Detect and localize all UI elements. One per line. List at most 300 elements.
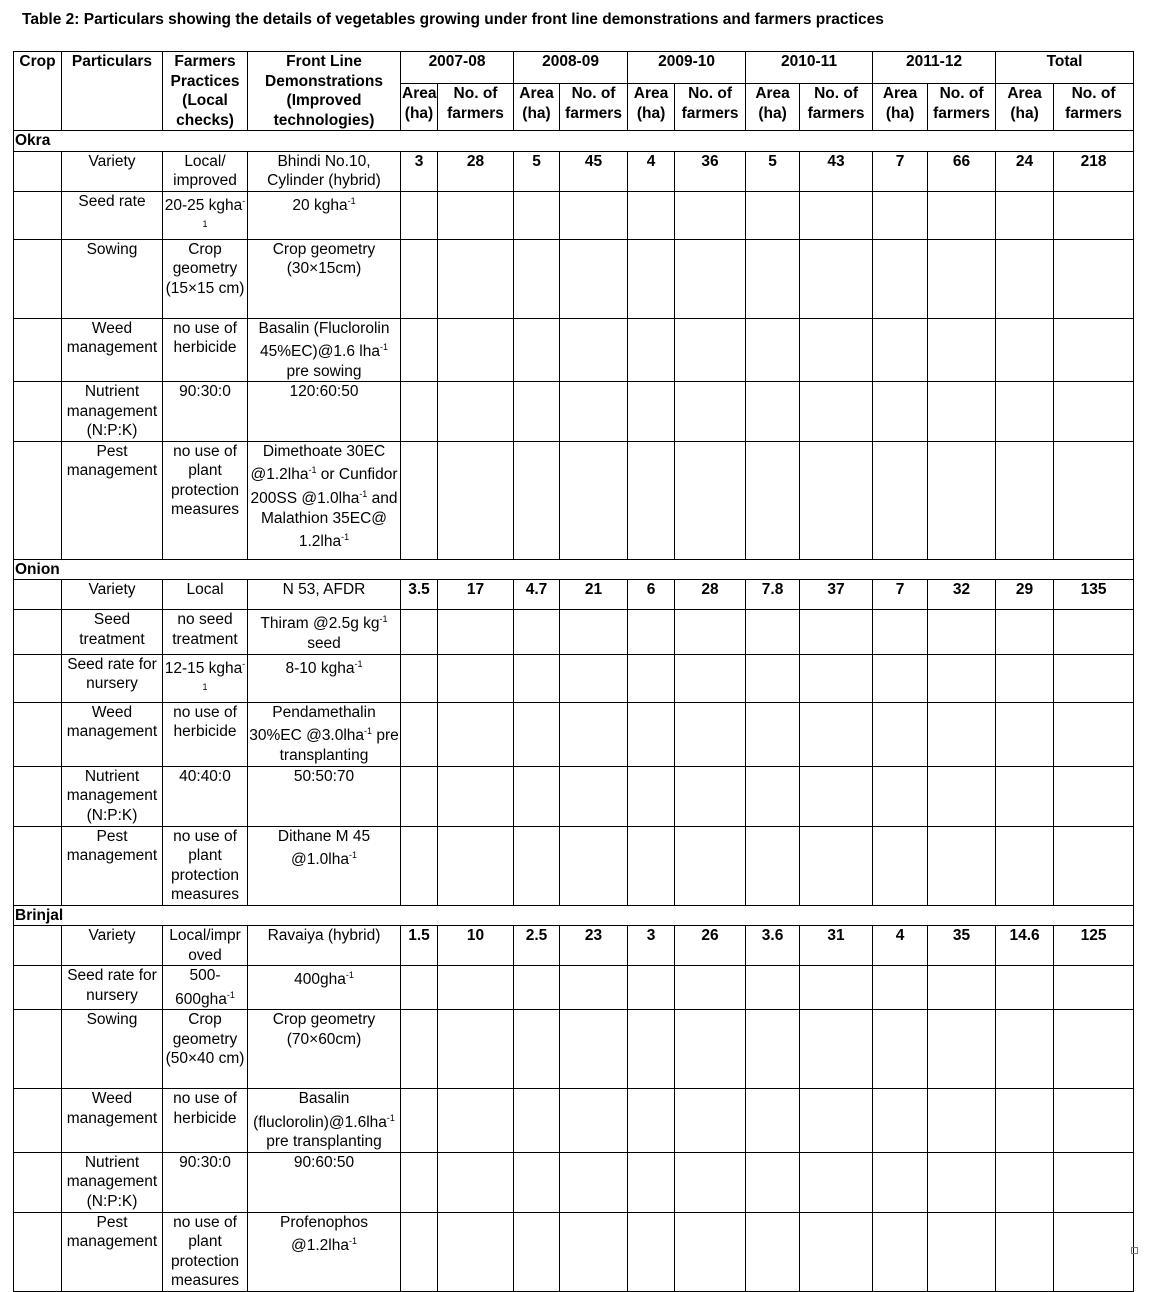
table-row xyxy=(14,191,1134,239)
farmers-practice-cell: 20-25 kgha$^{-1}$ xyxy=(163,191,248,239)
farmers-count-cell xyxy=(928,239,996,318)
area-value-cell xyxy=(996,702,1054,766)
farmers-count-cell xyxy=(675,610,746,654)
area-value-cell xyxy=(401,826,438,905)
area-value-cell xyxy=(746,1212,800,1291)
area-value-cell xyxy=(401,966,438,1010)
farmers-count-cell: 125 xyxy=(1054,926,1134,966)
subheader-area: Area (ha) xyxy=(401,84,438,131)
area-value-cell xyxy=(996,966,1054,1010)
farmers-count-cell xyxy=(438,1089,514,1153)
area-value-cell xyxy=(628,654,675,702)
header-year: 2007-08 xyxy=(401,52,514,84)
farmers-count-cell xyxy=(800,702,873,766)
crop-cell xyxy=(14,580,62,610)
area-value-cell xyxy=(628,702,675,766)
area-value-cell xyxy=(873,239,928,318)
farmers-count-cell xyxy=(1054,654,1134,702)
farmers-count-cell xyxy=(560,239,628,318)
area-value-cell xyxy=(401,1089,438,1153)
area-value-cell xyxy=(873,191,928,239)
subheader-farmers: No. of farmers xyxy=(1054,84,1134,131)
farmers-count-cell xyxy=(1054,702,1134,766)
farmers-count-cell xyxy=(560,610,628,654)
farmers-count-cell xyxy=(675,826,746,905)
area-value-cell xyxy=(514,1089,560,1153)
farmers-count-cell xyxy=(1054,318,1134,382)
area-value-cell xyxy=(401,766,438,826)
farmers-count-cell xyxy=(1054,966,1134,1010)
area-value-cell xyxy=(628,1212,675,1291)
fld-technology-cell: Dithane M 45 @1.0lha$^{-1}$ xyxy=(248,826,401,905)
farmers-count-cell xyxy=(560,826,628,905)
farmers-count-cell xyxy=(675,766,746,826)
table-row xyxy=(14,1089,1134,1153)
area-value-cell: 4.7 xyxy=(514,580,560,610)
farmers-count-cell xyxy=(928,654,996,702)
farmers-count-cell xyxy=(928,1010,996,1089)
area-value-cell: 1.5 xyxy=(401,926,438,966)
area-value-cell xyxy=(514,654,560,702)
area-value-cell xyxy=(873,1152,928,1212)
farmers-count-cell xyxy=(1054,382,1134,442)
farmers-count-cell xyxy=(928,966,996,1010)
particular-cell: Weed management xyxy=(62,702,163,766)
farmers-count-cell: 66 xyxy=(928,151,996,191)
farmers-count-cell xyxy=(800,191,873,239)
farmers-count-cell: 17 xyxy=(438,580,514,610)
farmers-count-cell: 21 xyxy=(560,580,628,610)
farmers-count-cell xyxy=(800,1089,873,1153)
farmers-count-cell xyxy=(675,382,746,442)
area-value-cell xyxy=(401,382,438,442)
area-value-cell xyxy=(996,610,1054,654)
fld-technology-cell: Ravaiya (hybrid) xyxy=(248,926,401,966)
area-value-cell: 2.5 xyxy=(514,926,560,966)
area-value-cell xyxy=(628,966,675,1010)
subheader-farmers: No. of farmers xyxy=(560,84,628,131)
area-value-cell xyxy=(996,441,1054,559)
area-value-cell xyxy=(401,239,438,318)
farmers-count-cell xyxy=(675,1152,746,1212)
table-row xyxy=(14,926,1134,966)
fld-technology-cell: 400gha$^{-1}$ xyxy=(248,966,401,1010)
table-row xyxy=(14,580,1134,610)
area-value-cell xyxy=(514,766,560,826)
farmers-count-cell xyxy=(675,318,746,382)
table-row xyxy=(14,151,1134,191)
particular-cell: Seed treatment xyxy=(62,610,163,654)
farmers-count-cell xyxy=(800,239,873,318)
header-crop: Crop xyxy=(14,52,62,131)
farmers-count-cell xyxy=(800,382,873,442)
area-value-cell xyxy=(514,191,560,239)
farmers-count-cell xyxy=(1054,766,1134,826)
area-value-cell xyxy=(514,318,560,382)
farmers-count-cell xyxy=(800,1010,873,1089)
subheader-farmers: No. of farmers xyxy=(800,84,873,131)
area-value-cell xyxy=(996,318,1054,382)
farmers-count-cell xyxy=(675,702,746,766)
farmers-count-cell: 135 xyxy=(1054,580,1134,610)
farmers-count-cell xyxy=(675,654,746,702)
table-row xyxy=(14,318,1134,382)
farmers-count-cell xyxy=(928,702,996,766)
table-row xyxy=(14,1212,1134,1291)
farmers-practice-cell: 40:40:0 xyxy=(163,766,248,826)
area-value-cell xyxy=(746,702,800,766)
farmers-count-cell xyxy=(800,654,873,702)
area-value-cell xyxy=(996,239,1054,318)
area-value-cell xyxy=(873,766,928,826)
area-value-cell xyxy=(996,654,1054,702)
farmers-count-cell xyxy=(438,239,514,318)
area-value-cell: 5 xyxy=(514,151,560,191)
area-value-cell xyxy=(873,441,928,559)
fld-technology-cell: Bhindi No.10, Cylinder (hybrid) xyxy=(248,151,401,191)
crop-cell xyxy=(14,151,62,191)
crop-cell xyxy=(14,610,62,654)
farmers-count-cell xyxy=(438,1212,514,1291)
farmers-count-cell xyxy=(1054,1152,1134,1212)
fld-technology-cell: Crop geometry (30×15cm) xyxy=(248,239,401,318)
crop-cell xyxy=(14,766,62,826)
farmers-practice-cell: 12-15 kgha$^{-1}$ xyxy=(163,654,248,702)
particular-cell: Nutrient management (N:P:K) xyxy=(62,1152,163,1212)
fld-technology-cell: Thiram @2.5g $kg^{-1}$ seed xyxy=(248,610,401,654)
area-value-cell xyxy=(746,1152,800,1212)
farmers-count-cell: 32 xyxy=(928,580,996,610)
farmers-count-cell xyxy=(438,1010,514,1089)
farmers-count-cell xyxy=(438,654,514,702)
crop-cell xyxy=(14,654,62,702)
table-row xyxy=(14,239,1134,318)
particular-cell: Weed management xyxy=(62,1089,163,1153)
farmers-count-cell xyxy=(800,826,873,905)
area-value-cell xyxy=(514,610,560,654)
particular-cell: Sowing xyxy=(62,239,163,318)
area-value-cell xyxy=(746,966,800,1010)
farmers-count-cell xyxy=(438,826,514,905)
table-row xyxy=(14,441,1134,559)
subheader-area: Area (ha) xyxy=(873,84,928,131)
area-value-cell xyxy=(996,1152,1054,1212)
farmers-practice-cell: 500-600gha$^{-1}$ xyxy=(163,966,248,1010)
header-total: Total xyxy=(996,52,1134,84)
area-value-cell xyxy=(996,191,1054,239)
particular-cell: Variety xyxy=(62,151,163,191)
farmers-count-cell xyxy=(438,610,514,654)
farmers-practice-cell: no use of plant protection measures xyxy=(163,441,248,559)
farmers-count-cell: 23 xyxy=(560,926,628,966)
area-value-cell xyxy=(514,966,560,1010)
area-value-cell xyxy=(514,1010,560,1089)
fld-technology-cell: 20 kgha$^{-1}$ xyxy=(248,191,401,239)
fld-technology-cell: Profenophos @1.2lha$^{-1}$ xyxy=(248,1212,401,1291)
area-value-cell xyxy=(746,441,800,559)
farmers-count-cell xyxy=(928,610,996,654)
farmers-count-cell xyxy=(1054,191,1134,239)
area-value-cell xyxy=(873,610,928,654)
area-value-cell xyxy=(873,702,928,766)
farmers-count-cell xyxy=(675,966,746,1010)
farmers-count-cell xyxy=(675,1010,746,1089)
farmers-practice-cell: no use of herbicide xyxy=(163,702,248,766)
table-row xyxy=(14,1152,1134,1212)
area-value-cell xyxy=(628,826,675,905)
farmers-count-cell: 45 xyxy=(560,151,628,191)
farmers-count-cell xyxy=(928,191,996,239)
farmers-practice-cell: Local/impr oved xyxy=(163,926,248,966)
subheader-farmers: No. of farmers xyxy=(675,84,746,131)
area-value-cell xyxy=(873,1212,928,1291)
header-year: 2011-12 xyxy=(873,52,996,84)
farmers-count-cell xyxy=(438,191,514,239)
area-value-cell xyxy=(996,1089,1054,1153)
farmers-count-cell: 37 xyxy=(800,580,873,610)
subheader-farmers: No. of farmers xyxy=(438,84,514,131)
farmers-practice-cell: no use of plant protection measures xyxy=(163,1212,248,1291)
crop-cell xyxy=(14,826,62,905)
farmers-count-cell xyxy=(560,766,628,826)
farmers-practice-cell: no use of herbicide xyxy=(163,318,248,382)
area-value-cell: 3 xyxy=(628,926,675,966)
header-year: 2010-11 xyxy=(746,52,873,84)
area-value-cell xyxy=(746,191,800,239)
crop-cell xyxy=(14,926,62,966)
subheader-area: Area (ha) xyxy=(746,84,800,131)
particular-cell: Sowing xyxy=(62,1010,163,1089)
farmers-practice-cell: no use of herbicide xyxy=(163,1089,248,1153)
area-value-cell xyxy=(514,441,560,559)
area-value-cell xyxy=(873,382,928,442)
particular-cell: Variety xyxy=(62,926,163,966)
area-value-cell xyxy=(996,382,1054,442)
farmers-count-cell xyxy=(800,318,873,382)
area-value-cell: 7.8 xyxy=(746,580,800,610)
particular-cell: Seed rate xyxy=(62,191,163,239)
farmers-count-cell xyxy=(560,441,628,559)
area-value-cell xyxy=(628,766,675,826)
area-value-cell xyxy=(746,239,800,318)
table-row xyxy=(14,826,1134,905)
crop-section-label: Onion xyxy=(14,559,1134,580)
area-value-cell xyxy=(746,1089,800,1153)
farmers-count-cell xyxy=(800,766,873,826)
farmers-practice-cell: Crop geometry (15×15 cm) xyxy=(163,239,248,318)
area-value-cell xyxy=(873,966,928,1010)
farmers-count-cell: 35 xyxy=(928,926,996,966)
crop-cell xyxy=(14,966,62,1010)
particular-cell: Pest management xyxy=(62,826,163,905)
particular-cell: Seed rate for nursery xyxy=(62,966,163,1010)
header-year: 2008-09 xyxy=(514,52,628,84)
farmers-count-cell xyxy=(560,966,628,1010)
farmers-count-cell xyxy=(928,766,996,826)
area-value-cell xyxy=(514,382,560,442)
farmers-count-cell xyxy=(560,1089,628,1153)
farmers-count-cell xyxy=(560,1152,628,1212)
fld-technology-cell: 8-10 kgha$^{-1}$ xyxy=(248,654,401,702)
farmers-count-cell xyxy=(800,1212,873,1291)
area-value-cell xyxy=(996,766,1054,826)
area-value-cell xyxy=(996,826,1054,905)
farmers-count-cell xyxy=(560,318,628,382)
farmers-count-cell xyxy=(928,318,996,382)
subheader-farmers: No. of farmers xyxy=(928,84,996,131)
area-value-cell xyxy=(996,1212,1054,1291)
header-particulars: Particulars xyxy=(62,52,163,131)
area-value-cell xyxy=(873,1010,928,1089)
farmers-count-cell: 218 xyxy=(1054,151,1134,191)
farmers-count-cell xyxy=(928,441,996,559)
area-value-cell xyxy=(628,1010,675,1089)
farmers-count-cell xyxy=(438,1152,514,1212)
farmers-count-cell xyxy=(675,239,746,318)
particular-cell: Seed rate for nursery xyxy=(62,654,163,702)
particular-cell: Nutrient management (N:P:K) xyxy=(62,766,163,826)
farmers-count-cell xyxy=(928,1152,996,1212)
area-value-cell xyxy=(401,441,438,559)
farmers-practice-cell: no seed treatment xyxy=(163,610,248,654)
table-row xyxy=(14,966,1134,1010)
area-value-cell xyxy=(746,766,800,826)
header-year: 2009-10 xyxy=(628,52,746,84)
farmers-count-cell xyxy=(928,1212,996,1291)
area-value-cell xyxy=(873,826,928,905)
area-value-cell xyxy=(873,1089,928,1153)
area-value-cell xyxy=(514,702,560,766)
farmers-count-cell: 28 xyxy=(675,580,746,610)
area-value-cell: 14.6 xyxy=(996,926,1054,966)
fld-technology-cell: N 53, AFDR xyxy=(248,580,401,610)
farmers-count-cell xyxy=(800,610,873,654)
farmers-count-cell xyxy=(1054,1212,1134,1291)
crop-cell xyxy=(14,382,62,442)
farmers-count-cell xyxy=(438,441,514,559)
fld-technology-cell: 90:60:50 xyxy=(248,1152,401,1212)
farmers-practice-cell: Local xyxy=(163,580,248,610)
fld-technology-cell: Crop geometry (70×60cm) xyxy=(248,1010,401,1089)
subheader-area: Area (ha) xyxy=(514,84,560,131)
farmers-count-cell xyxy=(560,1010,628,1089)
particular-cell: Nutrient management (N:P:K) xyxy=(62,382,163,442)
fld-technology-cell: 50:50:70 xyxy=(248,766,401,826)
particular-cell: Pest management xyxy=(62,441,163,559)
table-row xyxy=(14,654,1134,702)
area-value-cell: 7 xyxy=(873,580,928,610)
farmers-count-cell xyxy=(438,766,514,826)
area-value-cell xyxy=(514,239,560,318)
crop-section-label: Okra xyxy=(14,131,1134,152)
farmers-count-cell: 10 xyxy=(438,926,514,966)
table-corner-marker xyxy=(1131,1247,1138,1254)
farmers-count-cell: 28 xyxy=(438,151,514,191)
farmers-count-cell xyxy=(1054,826,1134,905)
table-row xyxy=(14,382,1134,442)
farmers-count-cell: 43 xyxy=(800,151,873,191)
area-value-cell xyxy=(401,1010,438,1089)
area-value-cell xyxy=(514,1152,560,1212)
area-value-cell xyxy=(628,382,675,442)
farmers-count-cell xyxy=(675,441,746,559)
farmers-count-cell xyxy=(1054,239,1134,318)
area-value-cell: 4 xyxy=(873,926,928,966)
subheader-area: Area (ha) xyxy=(996,84,1054,131)
area-value-cell xyxy=(746,826,800,905)
farmers-count-cell xyxy=(560,702,628,766)
table-row xyxy=(14,1010,1134,1089)
area-value-cell xyxy=(628,191,675,239)
farmers-count-cell: 26 xyxy=(675,926,746,966)
farmers-count-cell xyxy=(800,966,873,1010)
farmers-count-cell xyxy=(560,382,628,442)
farmers-count-cell xyxy=(438,382,514,442)
farmers-practice-cell: no use of plant protection measures xyxy=(163,826,248,905)
area-value-cell xyxy=(401,654,438,702)
subheader-area: Area (ha) xyxy=(628,84,675,131)
crop-section-label: Brinjal xyxy=(14,905,1134,926)
area-value-cell xyxy=(628,1152,675,1212)
farmers-count-cell xyxy=(928,382,996,442)
crop-cell xyxy=(14,441,62,559)
area-value-cell xyxy=(746,610,800,654)
farmers-count-cell xyxy=(438,966,514,1010)
area-value-cell xyxy=(746,318,800,382)
table-row xyxy=(14,610,1134,654)
farmers-count-cell xyxy=(438,318,514,382)
table-title: Table 2: Particulars showing the details of vegetables growing under front line demonstrations and farmers practices xyxy=(22,11,884,28)
area-value-cell: 7 xyxy=(873,151,928,191)
area-value-cell xyxy=(401,610,438,654)
farmers-count-cell xyxy=(1054,1010,1134,1089)
area-value-cell xyxy=(514,1212,560,1291)
area-value-cell xyxy=(746,382,800,442)
crop-cell xyxy=(14,1010,62,1089)
header-farmers-practices: Farmers Practices (Local checks) xyxy=(163,52,248,131)
area-value-cell xyxy=(628,1089,675,1153)
farmers-count-cell: 36 xyxy=(675,151,746,191)
fld-technology-cell: Dimethoate 30EC @1.2lha$^{-1}$ or Cunfidor 200SS @1.0lha$^{-1}$ and Malathion 35EC@ 1.2lha$^{-1}$ xyxy=(248,441,401,559)
farmers-practice-cell: 90:30:0 xyxy=(163,1152,248,1212)
area-value-cell: 5 xyxy=(746,151,800,191)
farmers-count-cell xyxy=(1054,441,1134,559)
farmers-count-cell xyxy=(928,1089,996,1153)
farmers-count-cell xyxy=(675,1212,746,1291)
area-value-cell xyxy=(514,826,560,905)
crop-cell xyxy=(14,702,62,766)
farmers-practice-cell: 90:30:0 xyxy=(163,382,248,442)
farmers-count-cell xyxy=(438,702,514,766)
area-value-cell: 29 xyxy=(996,580,1054,610)
fld-technology-cell: 120:60:50 xyxy=(248,382,401,442)
fld-technology-cell: Pendamethalin 30%EC @3.0lha$^{-1}$ pre transplanting xyxy=(249,703,399,765)
vegetables-fld-table xyxy=(13,51,1134,1292)
area-value-cell: 6 xyxy=(628,580,675,610)
crop-cell xyxy=(14,1152,62,1212)
area-value-cell xyxy=(401,1212,438,1291)
farmers-practice-cell: Crop geometry (50×40 cm) xyxy=(163,1010,248,1089)
area-value-cell xyxy=(746,1010,800,1089)
crop-cell xyxy=(14,191,62,239)
crop-cell xyxy=(14,239,62,318)
fld-technology-cell: Basalin (fluclorolin)@1.6lha$^{-1}$ pre transplanting xyxy=(248,1089,401,1153)
area-value-cell: 3.5 xyxy=(401,580,438,610)
area-value-cell xyxy=(628,441,675,559)
area-value-cell xyxy=(628,318,675,382)
farmers-count-cell xyxy=(1054,610,1134,654)
particular-cell: Variety xyxy=(62,580,163,610)
